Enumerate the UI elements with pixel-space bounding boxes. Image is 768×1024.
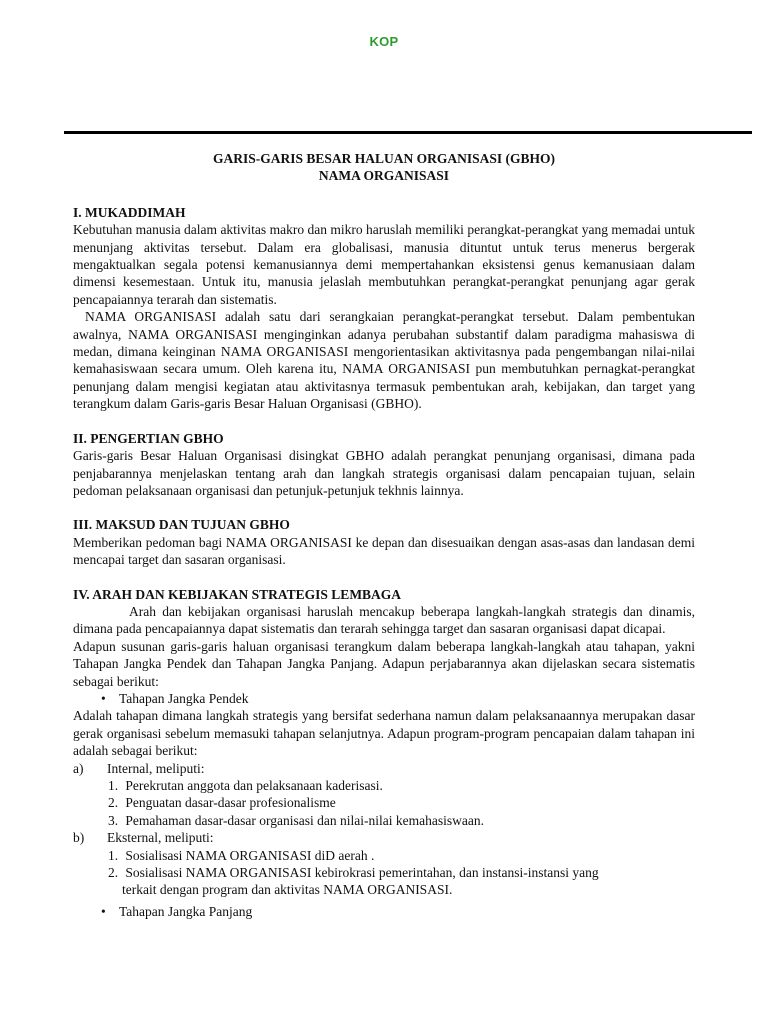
list-label: b)	[73, 830, 85, 846]
list-item	[73, 829, 695, 846]
list-item: 1. Sosialisasi NAMA ORGANISASI diD aerah .	[108, 847, 375, 863]
paragraph: NAMA ORGANISASI adalah satu dari serangkaian perangkat-perangkat tersebut. Dalam pembentukan awalnya, NAMA ORGANISASI menginginkan adanya perubahan substantif dalam paradigma mahasiswa di medan, dimana keinginan NAMA ORGANISASI mengorientasikan aktivitasnya pada pengembangan nilai-nilai kemahasiswaan secara umum. Oleh karena itu, NAMA ORGANISASI pun membutuhkan pernagkat-perangkat penunjang dalam mengisi kegiatan atau aktivitasnya termasuk pembentukan arah, kebijakan, dan target yang terangkum dalam Garis-garis Besar Haluan Organisasi (GBHO).	[73, 309, 695, 412]
document-body	[73, 150, 695, 920]
section-heading-arah: IV. ARAH DAN KEBIJAKAN STRATEGIS LEMBAGA	[73, 586, 402, 602]
list-item	[73, 690, 695, 707]
paragraph: Arah dan kebijakan organisasi haruslah mencakup beberapa langkah-langkah strategis dan dinamis, dimana pada pencapaiannya dapat sistematis dan terarah sehingga target dan sasaran organisasi dapat dicapai.	[73, 603, 695, 637]
paragraph: Kebutuhan manusia dalam aktivitas makro dan mikro haruslah memiliki perangkat-perangkat yang memadai untuk menunjang aktivitas tersebut. Dalam era globalisasi, manusia dituntut untuk terus menerus bergerak mengaktualkan segala potensi kemanusiannya demi mempertahankan eksistensi genus kemanusiaan dalam dimensi kesemestaan. Untuk itu, manusia jelaslah membutuhkan perangkat-perangkat penunjang agar gerak pencapaiannya terarah dan sistematis.	[73, 222, 695, 307]
list-text: Sosialisasi NAMA ORGANISASI kebirokrasi pemerintahan, dan instansi-instansi yang	[125, 865, 599, 881]
bullet-icon: •	[101, 903, 106, 919]
paragraph: Adapun susunan garis-garis haluan organisasi terangkum dalam beberapa langkah-langkah atau tahapan, yakni Tahapan Jangka Pendek dan Tahapan Jangka Panjang. Adapun perjabarannya akan dijelaskan secara sistematis sebagai berikut:	[73, 638, 695, 689]
list-text: Penguatan dasar-dasar profesionalisme	[125, 795, 336, 811]
list-text: Sosialisasi NAMA ORGANISASI diD aerah .	[125, 847, 375, 863]
list-text: Perekrutan anggota dan pelaksanaan kaderisasi.	[125, 778, 383, 793]
list-text: Internal, meliputi:	[107, 760, 205, 776]
list-label: a)	[73, 760, 84, 776]
list-text: Pemahaman dasar-dasar organisasi dan nilai-nilai kemahasiswaan.	[125, 812, 484, 828]
header-divider	[64, 131, 752, 134]
title-line-1: GARIS-GARIS BESAR HALUAN ORGANISASI (GBHO)	[212, 151, 556, 166]
list-item	[73, 760, 695, 777]
list-item: 1. Perekrutan anggota dan pelaksanaan kaderisasi.	[108, 778, 383, 793]
list-text: Eksternal, meliputi:	[107, 830, 214, 846]
list-item	[73, 903, 695, 920]
list-item: 2. Sosialisasi NAMA ORGANISASI kebirokrasi pemerintahan, dan instansi-instansi yang	[108, 865, 599, 881]
list-item: 2. Penguatan dasar-dasar profesionalisme	[108, 795, 336, 811]
bullet-icon: •	[101, 690, 106, 706]
paragraph: Adalah tahapan dimana langkah strategis yang bersifat sederhana namun dalam pelaksanaannya merupakan dasar gerak organisasi sebelum memasuki tahapan selanjutnya. Adapun program-program pencapaian dalam tahapan ini adalah sebagai berikut:	[73, 708, 695, 759]
paragraph: Memberikan pedoman bagi NAMA ORGANISASI ke depan dan disesuaikan dengan asas-asas dan landasan demi mencapai target dan sasaran organisasi.	[73, 534, 695, 568]
section-heading-mukaddimah: I. MUKADDIMAH	[73, 204, 186, 220]
kop-header: KOP	[369, 34, 399, 49]
section-heading-maksud: III. MAKSUD DAN TUJUAN GBHO	[73, 517, 290, 533]
section-heading-pengertian: II. PENGERTIAN GBHO	[73, 430, 224, 446]
paragraph: Garis-garis Besar Haluan Organisasi disingkat GBHO adalah perangkat penunjang organisasi, dimana pada penjabarannya menjelaskan tentang arah dan langkah strategis organisasi dalam pencapaian tujuan, selain pedoman pelaksanaan organisasi dan petunjuk-petunjuk tekhnis lainnya.	[73, 448, 695, 498]
title-line-2: NAMA ORGANISASI	[318, 168, 450, 184]
bullet-text: Tahapan Jangka Pendek	[119, 690, 249, 706]
list-continuation: terkait dengan program dan aktivitas NAMA ORGANISASI.	[122, 882, 453, 898]
document-title	[73, 150, 695, 185]
list-item: 3. Pemahaman dasar-dasar organisasi dan nilai-nilai kemahasiswaan.	[108, 812, 484, 828]
bullet-text: Tahapan Jangka Panjang	[119, 903, 253, 919]
